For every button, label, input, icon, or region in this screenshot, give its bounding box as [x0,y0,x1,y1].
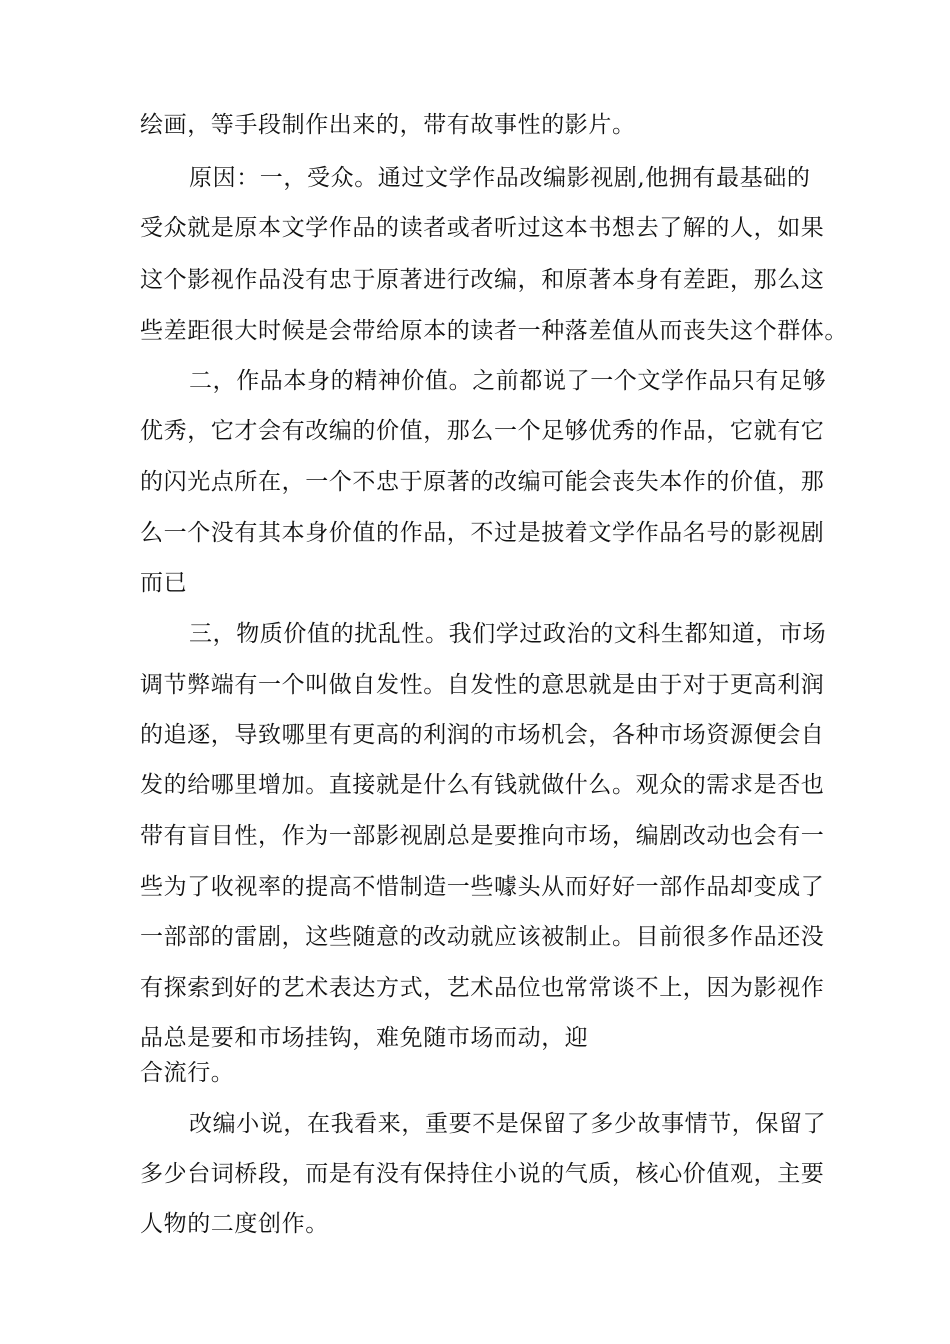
text-line: 合流行。 [140,1060,235,1086]
text-line: 这个影视作品没有忠于原著进行改编，和原著本身有差距，那么这 [140,267,825,293]
text-line: 绘画，等手段制作出来的，带有故事性的影片。 [140,112,636,138]
text-line: 调节弊端有一个叫做自发性。自发性的意思就是由于对于更高利润 [140,672,825,698]
paragraph-start-line: 原因：一，受众。通过文学作品改编影视剧,他拥有最基础的 [189,165,811,191]
text-line: 人物的二度创作。 [140,1211,329,1237]
paragraph-start-line: 三，物质价值的扰乱性。我们学过政治的文科生都知道，市场 [189,621,827,647]
text-line: 多少台词桥段，而是有没有保持住小说的气质，核心价值观，主要 [140,1161,825,1187]
text-line: 么一个没有其本身价值的作品，不过是披着文学作品名号的影视剧 [140,520,825,546]
text-line: 些为了收视率的提高不惜制造一些噱头从而好好一部作品却变成了 [140,874,825,900]
text-line: 些差距很大时候是会带给原本的读者一种落差值从而丧失这个群体。 [140,318,848,344]
text-line: 发的给哪里增加。直接就是什么有钱就做什么。观众的需求是否也 [140,772,825,798]
text-line: 有探索到好的艺术表达方式，艺术品位也常常谈不上，因为影视作 [140,975,825,1001]
text-line: 品总是要和市场挂钩，难免随市场而动，迎 [140,1025,589,1051]
text-line: 的闪光点所在，一个不忠于原著的改编可能会丧失本作的价值，那 [140,469,825,495]
text-line: 一部部的雷剧，这些随意的改动就应该被制止。目前很多作品还没 [140,924,825,950]
text-line: 的追逐，导致哪里有更高的利润的市场机会，各种市场资源便会自 [140,722,825,748]
paragraph-start-line: 改编小说，在我看来，重要不是保留了多少故事情节，保留了 [189,1111,827,1137]
text-line: 带有盲目性，作为一部影视剧总是要推向市场，编剧改动也会有一 [140,823,825,849]
text-line: 优秀，它才会有改编的价值，那么一个足够优秀的作品，它就有它 [140,418,825,444]
paragraph-start-line: 二，作品本身的精神价值。之前都说了一个文学作品只有足够 [189,368,827,394]
text-line: 而已 [140,570,188,596]
text-line: 受众就是原本文学作品的读者或者听过这本书想去了解的人，如果 [140,215,825,241]
